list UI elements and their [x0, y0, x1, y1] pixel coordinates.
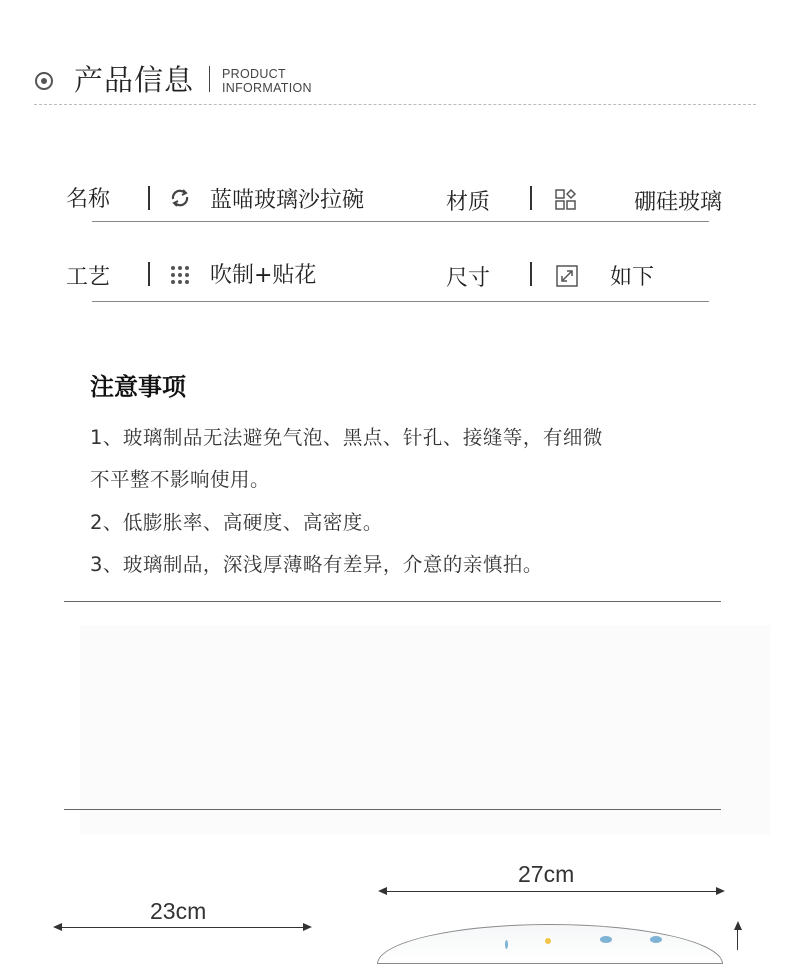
spec-value-craft: 吹制+贴花: [210, 263, 317, 288]
arrow-up-icon: [734, 921, 742, 930]
title-en-line1: PRODUCT: [222, 67, 286, 81]
row-divider: [92, 221, 709, 222]
bowl-image: [377, 924, 723, 964]
spec-label-size: 尺寸: [446, 266, 491, 291]
row-divider: [92, 301, 709, 302]
spec-divider: [530, 262, 532, 286]
spec-divider: [148, 186, 150, 210]
arrow-left-icon: [378, 887, 387, 895]
grid-shapes-icon: [555, 189, 577, 211]
star-deco-icon: [545, 938, 551, 944]
spec-value-material: 硼硅玻璃: [634, 190, 723, 215]
panel-bottom-divider: [64, 809, 721, 810]
arrow-right-icon: [303, 923, 312, 931]
dimension-small: 23cm: [150, 898, 207, 924]
section-title: 产品信息: [74, 63, 195, 97]
header-divider: [34, 104, 756, 105]
blank-panel: [80, 625, 770, 835]
note-line-1: 1、玻璃制品无法避免气泡、黑点、针孔、接缝等，有细微: [90, 426, 603, 449]
spec-value-size: 如下: [610, 265, 655, 290]
spec-label-material: 材质: [446, 190, 491, 215]
refresh-arrows-icon: [169, 187, 191, 209]
spec-divider: [530, 186, 532, 210]
notes-bottom-divider: [64, 601, 721, 602]
note-line-4: 3、玻璃制品，深浅厚薄略有差异，介意的亲慎拍。: [90, 553, 543, 576]
arrow-right-icon: [716, 887, 725, 895]
dash-deco-icon: [505, 940, 508, 949]
title-divider: [209, 66, 210, 92]
dimension-large: 27cm: [518, 861, 575, 887]
spec-label-craft: 工艺: [66, 265, 111, 290]
title-en-line2: INFORMATION: [222, 81, 312, 95]
spec-divider: [148, 262, 150, 286]
cloud-deco-icon: [650, 936, 662, 943]
arrow-left-icon: [53, 923, 62, 931]
spec-label-name: 名称: [66, 187, 111, 212]
spec-value-name: 蓝喵玻璃沙拉碗: [210, 188, 365, 213]
dot-grid-icon: [169, 264, 191, 286]
cloud-deco-icon: [600, 936, 612, 943]
note-line-3: 2、低膨胀率、高硬度、高密度。: [90, 511, 383, 534]
notes-title: 注意事项: [90, 373, 186, 401]
dimension-arrow-small: [60, 927, 305, 928]
note-line-2: 不平整不影响使用。: [90, 468, 271, 491]
target-circle-icon: [35, 72, 53, 90]
section-title-en: [222, 67, 312, 95]
resize-diagonal-icon: [556, 265, 578, 287]
dimension-arrow-large: [385, 891, 718, 892]
height-arrow-line: [737, 928, 738, 950]
